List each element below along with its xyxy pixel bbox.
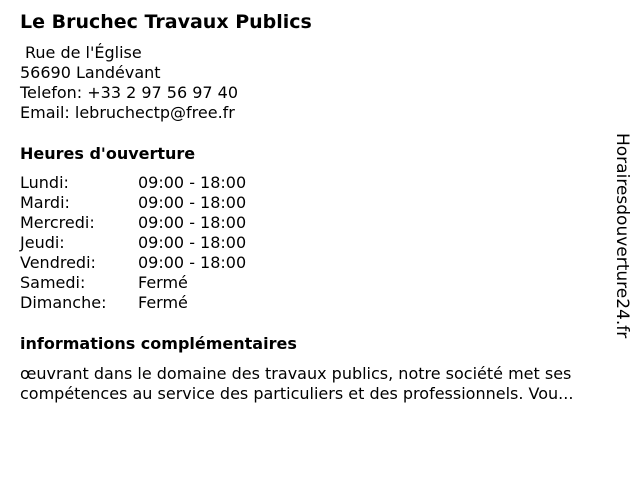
time-value: 09:00 - 18:00 [138,193,247,212]
day-label: Dimanche: [20,293,107,312]
day-label: Mardi: [20,193,70,212]
hours-row-sunday [20,293,246,313]
day-label: Lundi: [20,173,69,192]
description-line-2: compétences au service des particuliers et des professionnels. Vou... [20,384,574,403]
day-label: Mercredi: [20,213,95,232]
time-value: Fermé [138,293,188,312]
time-value: 09:00 - 18:00 [138,213,247,232]
description-line-1: œuvrant dans le domaine des travaux publics, notre société met ses [20,364,572,383]
time-value: Fermé [138,273,188,292]
phone-line: Telefon: +33 2 97 56 97 40 [20,83,239,102]
hours-row-friday [20,253,246,273]
info-heading: informations complémentaires [20,334,297,353]
day-label: Vendredi: [20,253,96,272]
street-address: Rue de l'Église [25,43,142,62]
description-text [20,364,620,404]
site-watermark: Horairesdouverture24.fr [612,133,632,339]
hours-row-tuesday [20,193,246,213]
time-value: 09:00 - 18:00 [138,233,247,252]
day-label: Jeudi: [20,233,65,252]
email-line: Email: lebruchectp@free.fr [20,103,235,122]
address-block [20,43,238,123]
hours-row-thursday [20,233,246,253]
hours-heading: Heures d'ouverture [20,144,196,163]
hours-row-saturday [20,273,246,293]
day-label: Samedi: [20,273,86,292]
hours-row-monday [20,173,246,193]
hours-row-wednesday [20,213,246,233]
time-value: 09:00 - 18:00 [138,253,247,272]
hours-table [20,173,246,313]
time-value: 09:00 - 18:00 [138,173,247,192]
business-name: Le Bruchec Travaux Publics [20,11,312,33]
city-line: 56690 Landévant [20,63,161,82]
